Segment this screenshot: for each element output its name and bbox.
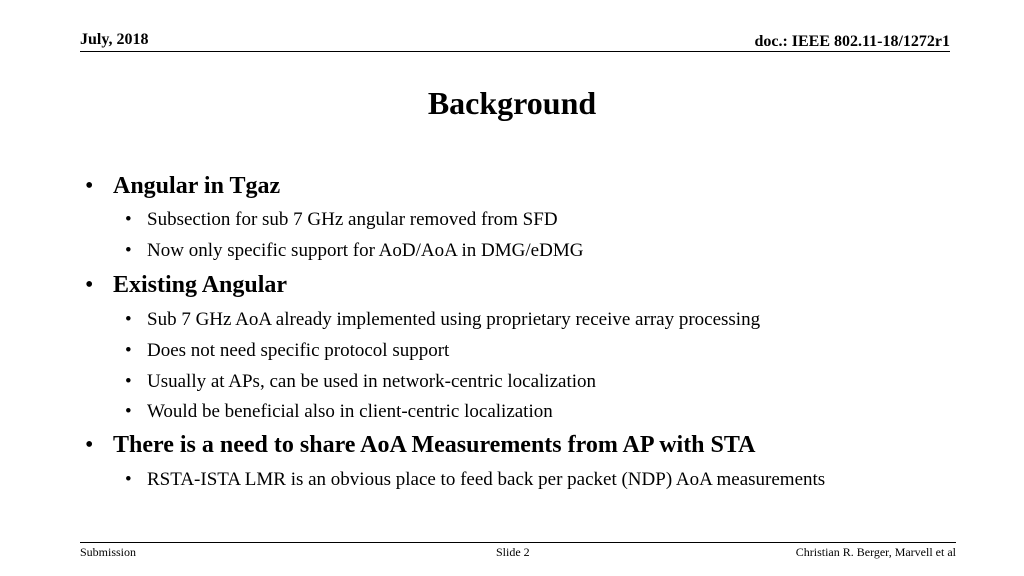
bullet-marker: •	[125, 309, 132, 330]
footer-author: Christian R. Berger, Marvell et al	[795, 545, 956, 559]
sub-bullet-text: Sub 7 GHz AoA already implemented using proprietary receive array processing	[147, 309, 761, 330]
sub-bullet-aoa-implemented	[125, 309, 760, 331]
sub-bullet-sfd	[125, 209, 558, 231]
bullet-angular-in-tgaz	[85, 173, 280, 200]
bullet-marker: •	[125, 340, 132, 361]
bullet-text: There is a need to share AoA Measurements from AP with STA	[113, 432, 756, 458]
bullet-marker: •	[85, 173, 94, 199]
sub-bullet-dmg	[125, 240, 583, 262]
header-date: July, 2018	[80, 31, 149, 48]
footer-slide-number: Slide 2	[496, 545, 530, 559]
bullet-marker: •	[125, 401, 132, 422]
sub-bullet-network-centric	[125, 371, 596, 393]
sub-bullet-text: Does not need specific protocol support	[147, 340, 450, 361]
sub-bullet-text: Usually at APs, can be used in network-centric localization	[147, 371, 597, 392]
bullet-marker: •	[125, 469, 132, 490]
bullet-share-aoa	[85, 432, 755, 459]
sub-bullet-protocol-support	[125, 340, 449, 362]
sub-bullet-client-centric	[125, 401, 553, 423]
bullet-text: Angular in Tgaz	[113, 173, 281, 199]
sub-bullet-text: RSTA-ISTA LMR is an obvious place to feed back per packet (NDP) AoA measurements	[147, 469, 826, 490]
bullet-text: Existing Angular	[113, 272, 288, 298]
bullet-existing-angular	[85, 272, 287, 299]
bullet-marker: •	[125, 371, 132, 392]
sub-bullet-lmr-feedback	[125, 469, 825, 491]
bullet-marker: •	[125, 209, 132, 230]
sub-bullet-text: Now only specific support for AoD/AoA in DMG/eDMG	[147, 240, 584, 261]
sub-bullet-text: Would be beneficial also in client-centric localization	[147, 401, 553, 422]
bullet-marker: •	[85, 272, 94, 298]
footer-submission: Submission	[80, 545, 137, 559]
header-doc-number: doc.: IEEE 802.11-18/1272r1	[754, 33, 950, 50]
footer-divider	[80, 542, 956, 543]
bullet-marker: •	[125, 240, 132, 261]
slide-title: Background	[427, 85, 597, 121]
sub-bullet-text: Subsection for sub 7 GHz angular removed from SFD	[147, 209, 558, 230]
bullet-marker: •	[85, 432, 94, 458]
